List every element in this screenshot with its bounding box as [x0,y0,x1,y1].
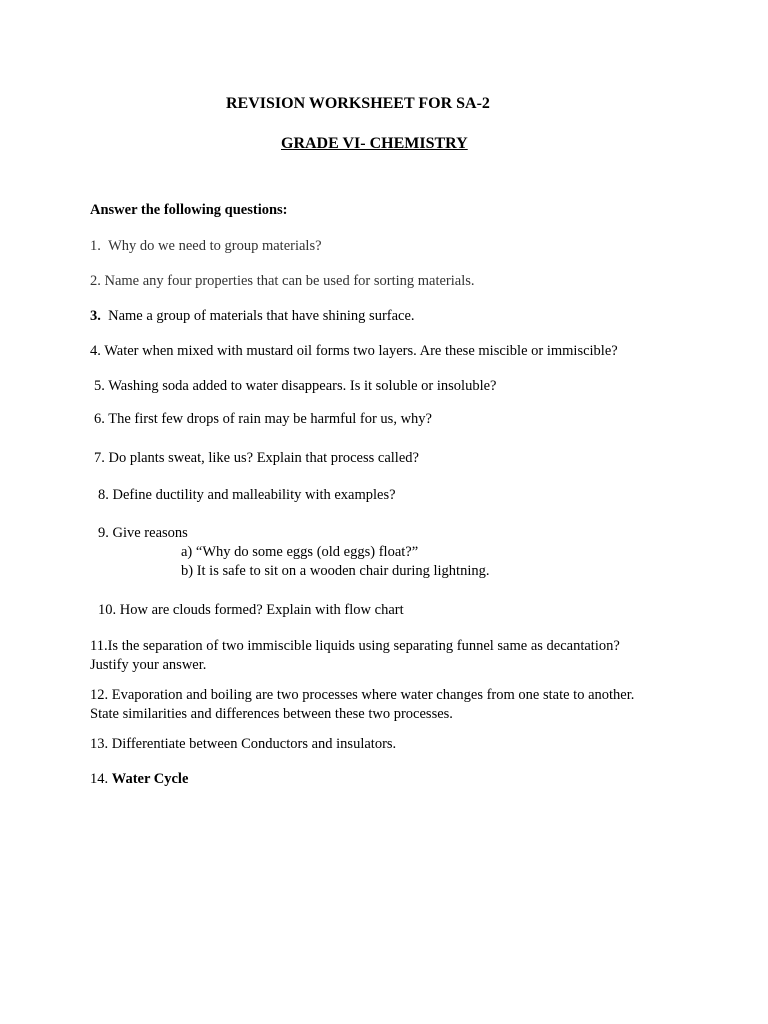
worksheet-subtitle: GRADE VI- CHEMISTRY [281,135,468,152]
instructions: Answer the following questions: [90,202,288,218]
question-14 [90,770,188,788]
question-text: Water Cycle [111,771,189,787]
question-number: 10. [98,602,117,618]
question-text: The first few drops of rain may be harmful for us, why? [108,411,432,427]
question-11-continuation: Justify your answer. [90,657,207,673]
question-text: Differentiate between Conductors and insulators. [111,736,397,752]
question-12 [90,686,634,704]
question-number: 7. [94,450,105,466]
question-10 [98,601,404,619]
question-number: 2. [90,273,101,289]
question-number: 3. [90,308,101,324]
question-2 [90,272,475,290]
question-7 [94,449,419,467]
question-1 [90,237,322,255]
question-3 [90,307,415,325]
question-number: 14. [90,771,109,787]
question-text: Give reasons [112,525,188,541]
question-text: Name any four properties that can be used for sorting materials. [104,273,475,289]
question-text: How are clouds formed? Explain with flow chart [119,602,404,618]
question-number: 13. [90,736,109,752]
question-number: 12. [90,687,109,703]
question-number: 8. [98,487,109,503]
question-8 [98,486,396,504]
question-6 [94,410,432,428]
question-number: 5. [94,378,105,394]
question-9-sub-a: a) “Why do some eggs (old eggs) float?” [181,544,419,560]
question-text: Is the separation of two immiscible liquids using separating funnel same as decantation? [107,638,620,654]
question-13 [90,735,396,753]
question-number: 9. [98,525,109,541]
question-9-sub-b: b) It is safe to sit on a wooden chair during lightning. [181,563,490,579]
question-number: 4. [90,343,101,359]
question-text: Evaporation and boiling are two processes where water changes from one state to another. [111,687,635,703]
question-text: Define ductility and malleability with examples? [112,487,396,503]
question-11 [90,637,620,655]
question-text: Why do we need to group materials? [108,238,322,254]
question-text: Water when mixed with mustard oil forms two layers. Are these miscible or immiscible? [104,343,618,359]
question-9 [98,524,188,542]
question-12-continuation: State similarities and differences between these two processes. [90,706,453,722]
question-text: Do plants sweat, like us? Explain that process called? [108,450,419,466]
question-5 [94,377,496,395]
question-number: 11. [90,638,108,654]
question-number: 1. [90,238,101,254]
question-4 [90,342,618,360]
question-number: 6. [94,411,105,427]
question-text: Name a group of materials that have shining surface. [108,308,415,324]
question-text: Washing soda added to water disappears. Is it soluble or insoluble? [108,378,497,394]
worksheet-title: REVISION WORKSHEET FOR SA-2 [226,95,490,112]
